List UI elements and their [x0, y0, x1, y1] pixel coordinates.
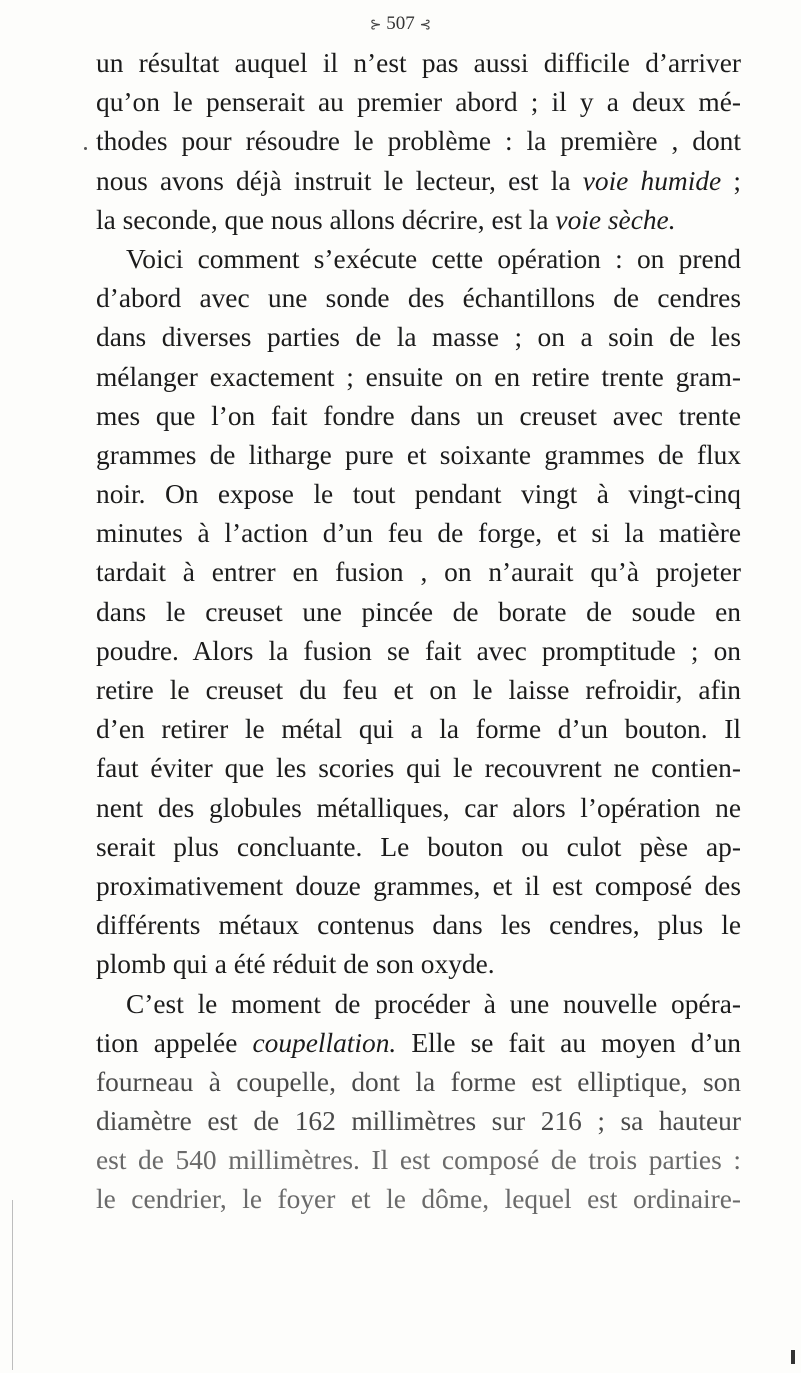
paragraph [96, 44, 741, 240]
text-run: Elle se fait au moyen d’un [396, 1027, 741, 1058]
text-line [96, 475, 741, 514]
text-line [96, 867, 741, 906]
text-run: thodes pour résoudre le problème : la première , dont [96, 126, 741, 157]
italic-term: coupellation. [252, 1027, 397, 1058]
text-line [96, 671, 741, 710]
text-run: retire le creuset du feu et on le laisse refroidir, afin [96, 675, 741, 705]
text-run: noir. On expose le tout pendant vingt à vingt-cinq [96, 479, 741, 510]
text-run: plomb qui a été réduit de son oxyde. [96, 949, 495, 980]
paragraph [96, 985, 741, 1220]
text-run: tardait à entrer en fusion , on n’aurait qu’à projeter [96, 557, 741, 588]
text-line [96, 1024, 741, 1063]
text-line [96, 1180, 741, 1219]
corner-mark [791, 1350, 795, 1364]
page-number: 507 [386, 13, 415, 34]
text-line [96, 1141, 741, 1180]
text-run: d’en retirer le métal qui a la forme d’un bouton. Il [96, 714, 741, 745]
running-head [0, 8, 801, 42]
right-ornament-icon: ⊰ [419, 18, 432, 33]
text-run: diamètre est de 162 millimètres sur 216 ; sa hauteur [96, 1106, 741, 1137]
text-run: tion appelée [96, 1027, 253, 1058]
text-run: grammes de litharge pure et soixante grammes de flux [96, 439, 741, 470]
italic-term: voie humide [582, 165, 722, 196]
text-line [96, 1102, 741, 1141]
text-run: le cendrier, le foyer et le dôme, lequel est ordinaire- [96, 1184, 741, 1215]
text-run: la seconde, que nous allons décrire, est la [96, 204, 556, 235]
text-run: faut éviter que les scories qui le recouvrent ne contien- [96, 753, 741, 784]
text-line [96, 201, 741, 240]
text-line [96, 83, 741, 122]
paragraph [96, 240, 741, 985]
text-run: nous avons déjà instruit le lecteur, est la [96, 165, 583, 196]
text-line [96, 632, 741, 671]
text-line [96, 318, 741, 357]
text-line [96, 593, 741, 632]
text-run: mélanger exactement ; ensuite on en retire trente gram- [96, 361, 741, 392]
text-line [96, 397, 741, 436]
text-run: un résultat auquel il n’est pas aussi difficile d’arriver [96, 48, 741, 78]
text-run: mes que l’on fait fondre dans un creuset avec trente [96, 400, 741, 431]
text-line [96, 240, 741, 279]
text-line [96, 122, 741, 161]
text-line [96, 162, 741, 201]
text-line [96, 789, 741, 828]
text-line [96, 985, 741, 1024]
italic-term: voie sèche. [555, 204, 676, 235]
text-line [96, 44, 741, 83]
text-run: fourneau à coupelle, dont la forme est elliptique, son [96, 1066, 741, 1097]
text-line [96, 553, 741, 592]
text-run: dans diverses parties de la masse ; on a soin de les [96, 322, 741, 353]
text-run: qu’on le penserait au premier abord ; il y a deux mé- [96, 87, 741, 118]
text-line [96, 436, 741, 475]
text-run: C’est le moment de procéder à une nouvelle opéra- [126, 988, 741, 1019]
text-run: nent des globules métalliques, car alors l’opération ne [96, 792, 741, 823]
text-line [96, 358, 741, 397]
text-line [96, 279, 741, 318]
margin-mark [84, 147, 87, 150]
text-line [96, 514, 741, 553]
text-run: ; [721, 165, 741, 196]
left-ornament-icon: ⊱ [369, 18, 382, 33]
text-line [96, 710, 741, 749]
binding-edge [12, 1200, 13, 1370]
text-line [96, 945, 741, 984]
text-run: poudre. Alors la fusion se fait avec promptitude ; on [96, 635, 741, 666]
text-run: différents métaux contenus dans les cendres, plus le [96, 910, 741, 941]
text-run: serait plus concluante. Le bouton ou culot pèse ap- [96, 831, 741, 862]
text-run: dans le creuset une pincée de borate de soude en [96, 596, 741, 627]
text-line [96, 1063, 741, 1102]
text-run: est de 540 millimètres. Il est composé de trois parties : [96, 1145, 741, 1176]
body-text [96, 44, 741, 1220]
text-line [96, 906, 741, 945]
text-run: proximativement douze grammes, et il est composé des [96, 870, 741, 901]
text-run: minutes à l’action d’un feu de forge, et si la matière [96, 518, 741, 549]
text-run: Voici comment s’exécute cette opération : on prend [126, 243, 741, 274]
text-line [96, 828, 741, 867]
text-run: d’abord avec une sonde des échantillons de cendres [96, 283, 741, 314]
text-line [96, 749, 741, 788]
